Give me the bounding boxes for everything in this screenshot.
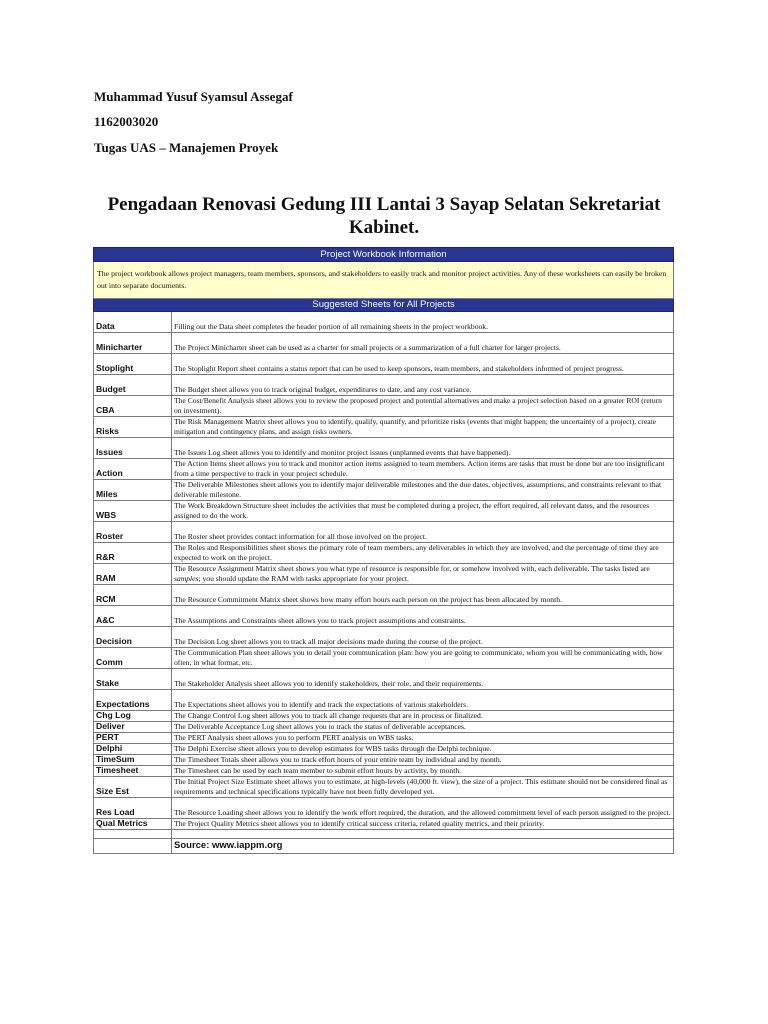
table-row (94, 669, 674, 690)
sheet-name: Budget (94, 375, 172, 396)
sheet-name: A&C (94, 606, 172, 627)
sheet-description: The Resource Commitment Matrix sheet shows how many effort hours each person on the project has been allocated by month. (172, 585, 674, 606)
sheet-description: Filling out the Data sheet completes the header portion of all remaining sheets in the project workbook. (172, 312, 674, 333)
table-row (94, 333, 674, 354)
sheet-description: The Cost/Benefit Analysis sheet allows you to review the proposed project and potential alternatives and make a project selection based on a greater ROI (return on investment). (172, 396, 674, 417)
sheet-description: The Timesheet Totals sheet allows you to track effort hours of your entire team by individual and by month. (172, 755, 674, 766)
table-row (94, 396, 674, 417)
table-row (94, 459, 674, 480)
sheet-description: The Issues Log sheet allows you to identify and monitor project issues (unplanned events that have happened). (172, 438, 674, 459)
sheet-name: RCM (94, 585, 172, 606)
sheet-name: Miles (94, 480, 172, 501)
sheet-name: Qual Metrics (94, 819, 172, 830)
sheet-name: Expectations (94, 690, 172, 711)
sheet-name: CBA (94, 396, 172, 417)
ram-description-start: The Resource Assignment Matrix sheet shows you what type of resource is responsible for, or somehow involved with, each deliverable. The tasks listed are (174, 564, 650, 574)
sheet-name: Stake (94, 669, 172, 690)
table-row (94, 648, 674, 669)
table-row (94, 606, 674, 627)
spacer-cell (172, 830, 674, 839)
table-row (94, 627, 674, 648)
sheet-name: Delphi (94, 744, 172, 755)
sheet-description: The Expectations sheet allows you to identify and track the expectations of various stakeholders. (172, 690, 674, 711)
suggested-header: Suggested Sheets for All Projects (94, 299, 674, 312)
table-row (94, 522, 674, 543)
sheet-name: Issues (94, 438, 172, 459)
table-row (94, 798, 674, 819)
sheet-description: The Initial Project Size Estimate sheet allows you to estimate, at high-levels (40,000 ft. view), the size of a project. This estimate should not be considered final as requirements and technical specifications typically have not been fully developed yet. (172, 777, 674, 798)
spacer-row (94, 830, 674, 839)
source-row (94, 839, 674, 854)
workbook-header-row (94, 248, 674, 262)
table-row (94, 543, 674, 564)
sheet-name: WBS (94, 501, 172, 522)
table-row (94, 480, 674, 501)
sheet-name: TimeSum (94, 755, 172, 766)
table-row (94, 777, 674, 798)
sheet-description: The Delphi Exercise sheet allows you to develop estimates for WBS tasks through the Delphi technique. (172, 744, 674, 755)
sheet-description: The Project Quality Metrics sheet allows you to identify critical success criteria, related quality metrics, and their priority. (172, 819, 674, 830)
suggested-header-row (94, 299, 674, 312)
table-row (94, 564, 674, 585)
sheet-description: The Stakeholder Analysis sheet allows you to identify stakeholders, their role, and their requirements. (172, 669, 674, 690)
workbook-intro-row (94, 262, 674, 299)
author-name: Muhammad Yusuf Syamsul Assegaf (94, 89, 293, 104)
source-text: Source: www.iappm.org (172, 839, 674, 854)
table-row (94, 819, 674, 830)
table-row (94, 585, 674, 606)
workbook-table (93, 247, 674, 854)
sheet-description: The Timesheet can be used by each team member to submit effort hours by activity, by month. (172, 766, 674, 777)
sheet-name: Risks (94, 417, 172, 438)
sheet-description: The Project Minicharter sheet can be used as a charter for small projects or a summarization of a full charter for larger projects. (172, 333, 674, 354)
sheet-name: PERT (94, 733, 172, 744)
document-title: Pengadaan Renovasi Gedung III Lantai 3 Sayap Selatan Sekretariat Kabinet. (107, 194, 661, 238)
sheet-name: Decision (94, 627, 172, 648)
sheet-name: Chg Log (94, 711, 172, 722)
table-row (94, 733, 674, 744)
sheet-description: The Deliverable Acceptance Log sheet allows you to track the status of deliverable acceptances. (172, 722, 674, 733)
student-id: 1162003020 (94, 114, 159, 129)
sheet-description: The Assumptions and Constraints sheet allows you to track project assumptions and constraints. (172, 606, 674, 627)
sheet-name: Roster (94, 522, 172, 543)
sheet-name: RAM (94, 564, 172, 585)
table-row (94, 312, 674, 333)
ram-description-end: ; you should update the RAM with tasks appropriate for your project. (198, 574, 409, 584)
sheet-description: The Risk Management Matrix sheet allows you to identify, qualify, quantify, and prioritize risks (events that might happen; the uncertainty of a project), create mitigation and contingency plans, and assign risks owners. (172, 417, 674, 438)
table-row (94, 417, 674, 438)
sheet-name: Stoplight (94, 354, 172, 375)
sheet-name: Minicharter (94, 333, 172, 354)
sheet-description: The Resource Loading sheet allows you to identify the work effort required, the duration, and the allowed commitment level of each person assigned to the project. (172, 798, 674, 819)
sheet-name: Timesheet (94, 766, 172, 777)
sheet-description: The Communication Plan sheet allows you to detail your communication plan: how you are going to communicate, whom you will be communicating with, how often, in what format, etc. (172, 648, 674, 669)
sheet-description: The Decision Log sheet allows you to track all major decisions made during the course of the project. (172, 627, 674, 648)
sheet-description: The Stoplight Report sheet contains a status report that can be used to keep sponsors, team members, and stakeholders informed of project progress. (172, 354, 674, 375)
sheet-name: Comm (94, 648, 172, 669)
sheet-name: Size Est (94, 777, 172, 798)
source-blank-cell (94, 839, 172, 854)
sheet-name: Action (94, 459, 172, 480)
table-row (94, 501, 674, 522)
sheet-description: The Roles and Responsibilities sheet shows the primary role of team members, any deliverables in which they are involved, and the percentage of time they are expected to work on the project. (172, 543, 674, 564)
ram-samples-italic: samples (174, 574, 199, 584)
workbook-intro: The project workbook allows project managers, team members, sponsors, and stakeholders to easily track and monitor project activities. Any of these worksheets can easily be broken out into separate documents. (94, 262, 674, 299)
table-row (94, 711, 674, 722)
sheet-name: Res Load (94, 798, 172, 819)
sheet-description: The Change Control Log sheet allows you to track all change requests that are in process or finalized. (172, 711, 674, 722)
table-row (94, 375, 674, 396)
table-row (94, 766, 674, 777)
sheet-description: The Work Breakdown Structure sheet includes the activities that must be completed during a project, the effort required, all relevant dates, and the resources assigned to do the work. (172, 501, 674, 522)
sheet-description: The Action Items sheet allows you to track and monitor action items assigned to team members. Action items are tasks that must be done but are too insignificant from a time perspective to track in your project schedule. (172, 459, 674, 480)
table-row (94, 755, 674, 766)
spacer-cell (94, 830, 172, 839)
table-row (94, 438, 674, 459)
sheet-description: The Budget sheet allows you to track original budget, expenditures to date, and any cost variance. (172, 375, 674, 396)
sheet-name: Deliver (94, 722, 172, 733)
sheet-name: R&R (94, 543, 172, 564)
sheet-description: The Deliverable Milestones sheet allows you to identify major deliverable milestones and the due dates, objectives, assumptions, and constraints relevant to that deliverable milestone. (172, 480, 674, 501)
sheet-description (172, 564, 674, 585)
table-row (94, 744, 674, 755)
table-row (94, 354, 674, 375)
table-row (94, 690, 674, 711)
table-row (94, 722, 674, 733)
assignment-title: Tugas UAS – Manajemen Proyek (94, 140, 279, 155)
sheet-description: The PERT Analysis sheet allows you to perform PERT analysis on WBS tasks. (172, 733, 674, 744)
workbook-header: Project Workbook Information (94, 248, 674, 262)
sheet-description: The Roster sheet provides contact information for all those involved on the project. (172, 522, 674, 543)
sheet-name: Data (94, 312, 172, 333)
